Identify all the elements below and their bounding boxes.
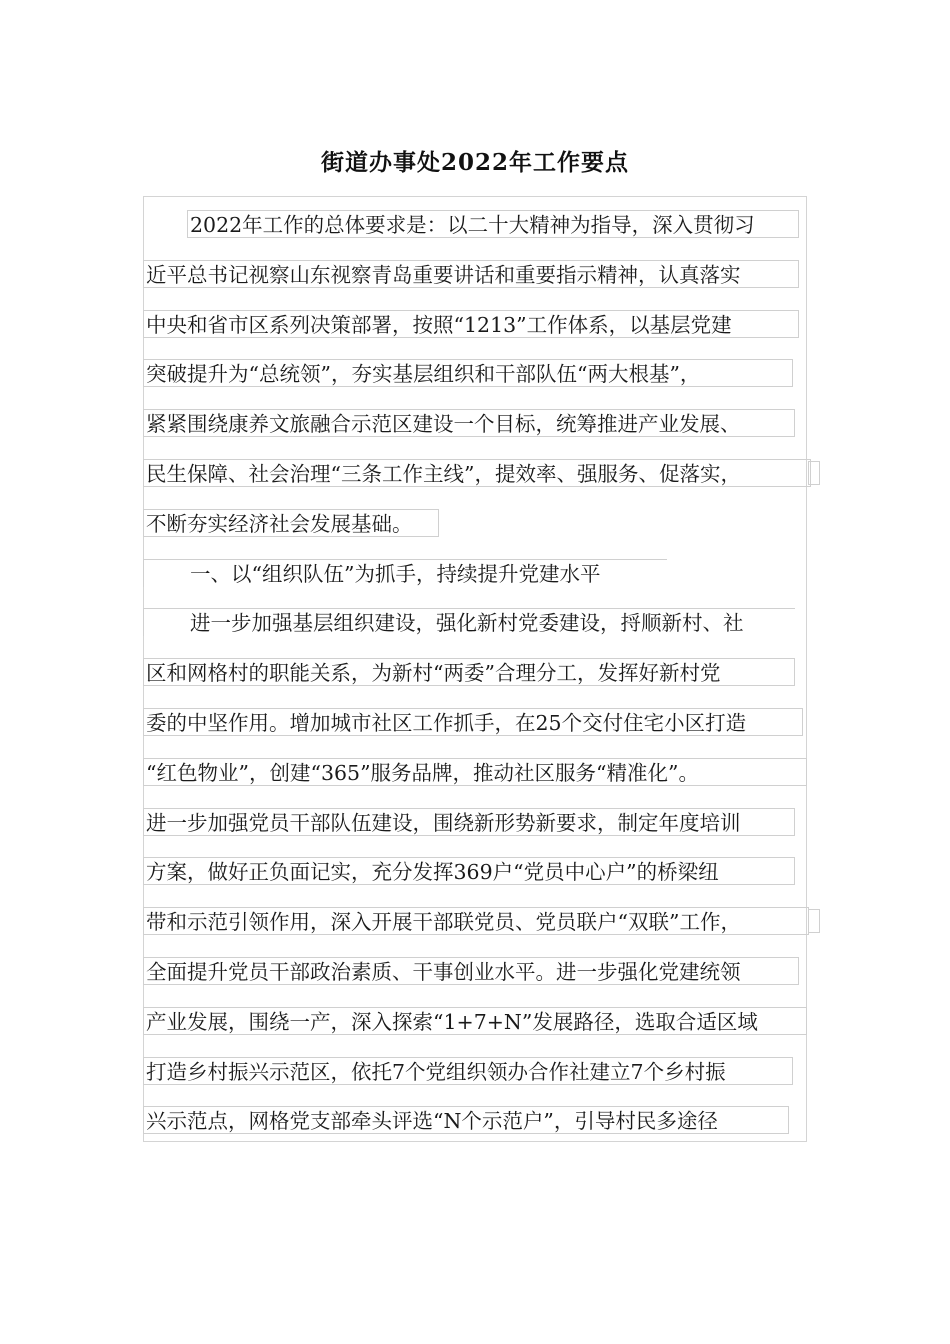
text-line-9: 进一步加强基层组织建设，强化新村党委建设，捋顺新村、社 — [143, 608, 795, 636]
line-end-mark — [808, 909, 820, 933]
text-line-1: 2022年工作的总体要求是：以二十大精神为指导，深入贯彻习 — [187, 210, 799, 238]
text-line-17: 产业发展，围绕一产，深入探索“1+7+N”发展路径，选取合适区域 — [143, 1007, 807, 1035]
text-line-12: “红色物业”，创建“365”服务品牌，推动社区服务“精准化”。 — [143, 758, 807, 786]
text-line-11: 委的中坚作用。增加城市社区工作抓手，在25个交付住宅小区打造 — [143, 708, 803, 736]
text-line-19: 兴示范点，网格党支部牵头评选“N个示范户”，引导村民多途径 — [143, 1106, 789, 1134]
text-line-2: 近平总书记视察山东视察青岛重要讲话和重要指示精神，认真落实 — [143, 260, 799, 288]
text-line-14: 方案，做好正负面记实，充分发挥369户“党员中心户”的桥梁纽 — [143, 857, 795, 885]
line-end-mark — [808, 461, 820, 485]
text-line-10: 区和网格村的职能关系，为新村“两委”合理分工，发挥好新村党 — [143, 658, 795, 686]
document-title: 街道办事处2022年工作要点 — [320, 149, 629, 176]
text-line-4: 突破提升为“总统领”，夯实基层组织和干部队伍“两大根基”， — [143, 359, 793, 387]
text-line-6: 民生保障、社会治理“三条工作主线”，提效率、强服务、促落实， — [143, 459, 811, 487]
text-line-13: 进一步加强党员干部队伍建设，围绕新形势新要求，制定年度培训 — [143, 808, 795, 836]
section-heading-1: 一、以“组织队伍”为抓手，持续提升党建水平 — [143, 559, 667, 587]
text-line-3: 中央和省市区系列决策部署，按照“1213”工作体系，以基层党建 — [143, 310, 799, 338]
text-line-16: 全面提升党员干部政治素质、干事创业水平。进一步强化党建统领 — [143, 957, 799, 985]
text-line-5: 紧紧围绕康养文旅融合示范区建设一个目标，统筹推进产业发展、 — [143, 409, 795, 437]
text-line-15: 带和示范引领作用，深入开展干部联党员、党员联户“双联”工作， — [143, 907, 809, 935]
text-line-18: 打造乡村振兴示范区，依托7个党组织领办合作社建立7个乡村振 — [143, 1057, 793, 1085]
text-line-7: 不断夯实经济社会发展基础。 — [143, 509, 439, 537]
